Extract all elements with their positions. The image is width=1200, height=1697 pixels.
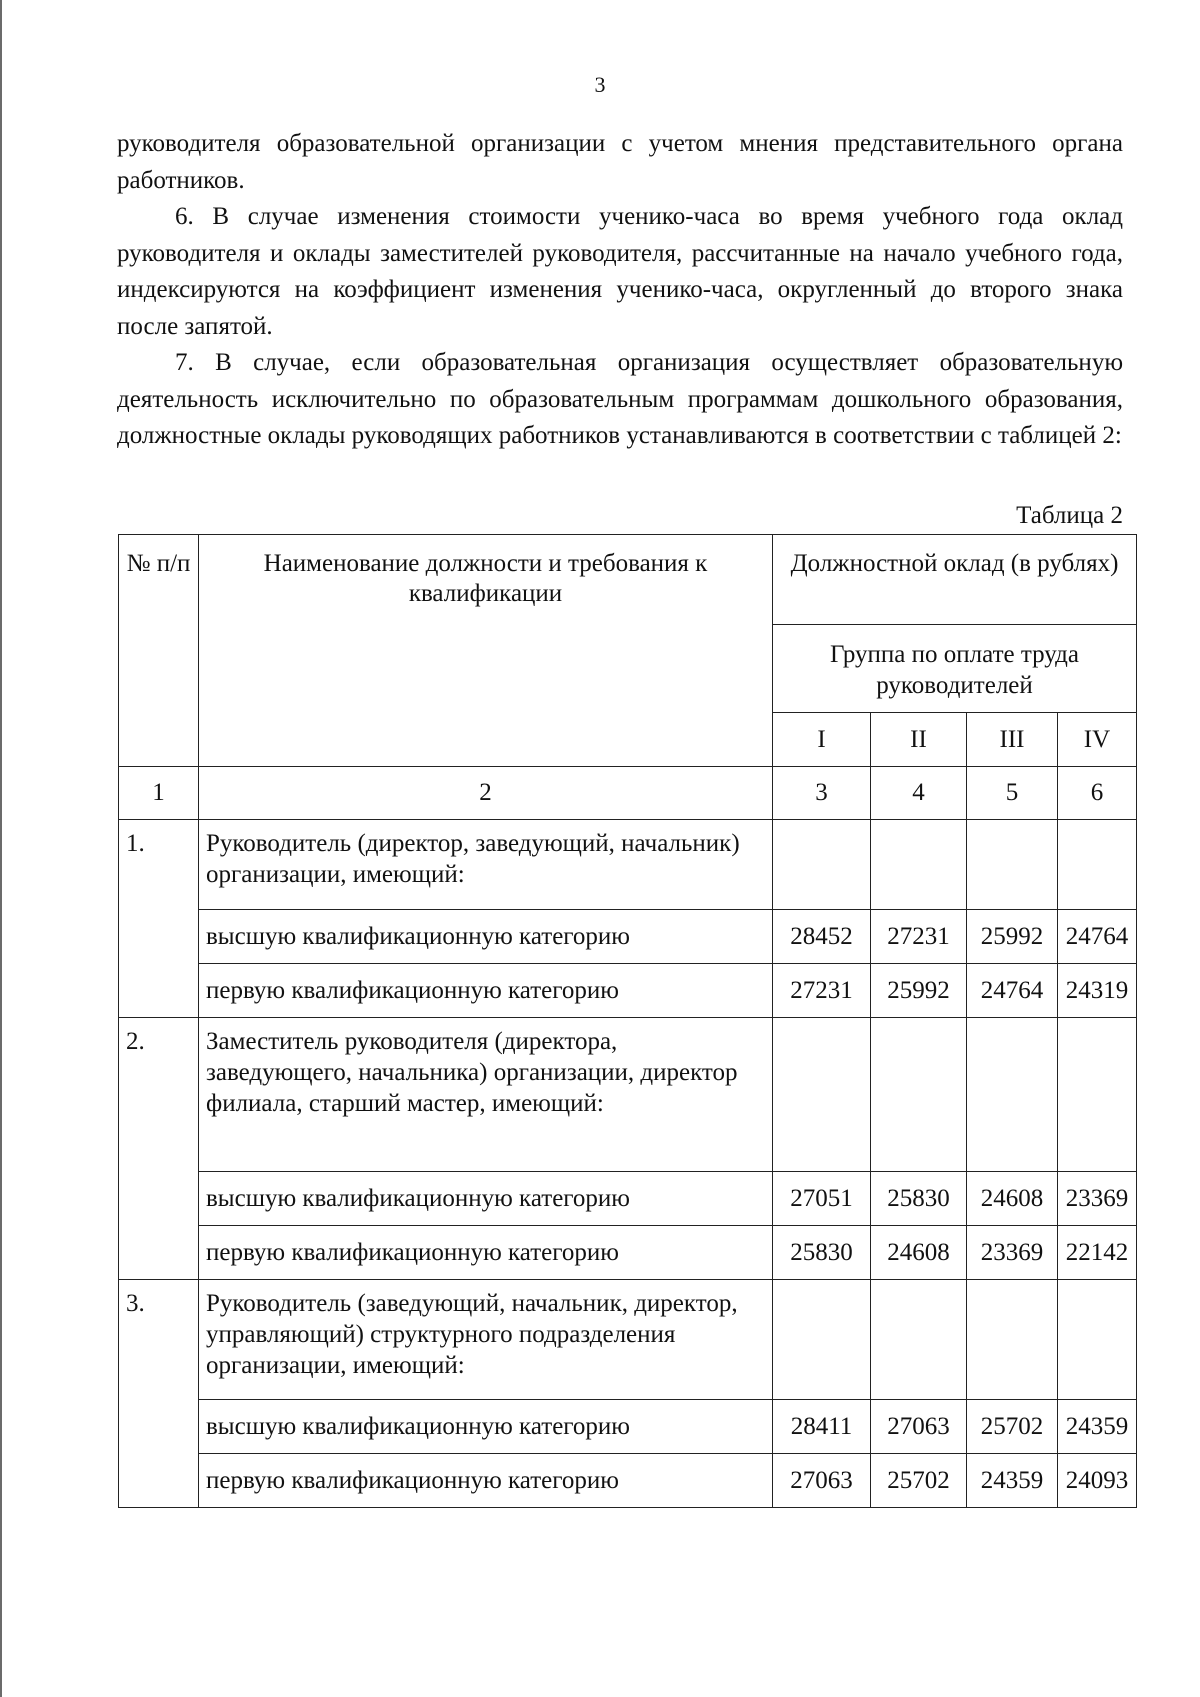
- salary-value: 24093: [1058, 1454, 1137, 1508]
- salary-value: 27051: [773, 1172, 871, 1226]
- paragraph-6: 6. В случае изменения стоимости ученико-часа во время учебного года оклад руководителя и оклады заместителей руководителя, рассчитанные на начало учебного года, индексируются на коэффициент изменения ученико-часа, округленный до второго знака после запятой.: [117, 203, 1123, 340]
- salary-value: 25702: [871, 1454, 967, 1508]
- salary-value: 25702: [967, 1400, 1058, 1454]
- salary-value: 22142: [1058, 1226, 1137, 1280]
- salary-value: 24319: [1058, 964, 1137, 1018]
- table-row: [119, 910, 1137, 964]
- salary-value: 28452: [773, 910, 871, 964]
- salary-value: 25830: [773, 1226, 871, 1280]
- scan-page-edge: [0, 0, 2, 1697]
- table-caption: Таблица 2: [1016, 502, 1123, 529]
- header-pay-group: Группа по оплате труда руководителей: [773, 625, 1137, 713]
- salary-value: 24608: [967, 1172, 1058, 1226]
- column-number: 5: [967, 767, 1058, 820]
- table-row: [119, 1280, 1137, 1400]
- header-group-iii: III: [967, 713, 1058, 767]
- header-group-i: I: [773, 713, 871, 767]
- category-label: высшую квалификационную категорию: [199, 1172, 773, 1226]
- category-label: высшую квалификационную категорию: [199, 910, 773, 964]
- table-row: [119, 1454, 1137, 1508]
- paragraph-continued: руководителя образовательной организации с учетом мнения представительного органа работников.: [117, 130, 1123, 194]
- column-number: 2: [199, 767, 773, 820]
- section-title: Заместитель руководителя (директора, заведующего, начальника) организации, директор филиала, старший мастер, имеющий:: [199, 1018, 773, 1172]
- column-number: 3: [773, 767, 871, 820]
- salary-value: 23369: [967, 1226, 1058, 1280]
- salary-value: 24359: [1058, 1400, 1137, 1454]
- salary-value: 27231: [871, 910, 967, 964]
- header-group-iv: IV: [1058, 713, 1137, 767]
- category-label: высшую квалификационную категорию: [199, 1400, 773, 1454]
- column-number: 4: [871, 767, 967, 820]
- salary-value: 24764: [1058, 910, 1137, 964]
- category-label: первую квалификационную категорию: [199, 1454, 773, 1508]
- section-number: 3.: [119, 1280, 199, 1508]
- section-title: Руководитель (директор, заведующий, начальник) организации, имеющий:: [199, 820, 773, 910]
- salary-value: 27063: [773, 1454, 871, 1508]
- table-row: [119, 1226, 1137, 1280]
- table-row: [119, 964, 1137, 1018]
- salary-value: 25992: [871, 964, 967, 1018]
- section-number: 2.: [119, 1018, 199, 1280]
- table-row: [119, 1172, 1137, 1226]
- category-label: первую квалификационную категорию: [199, 964, 773, 1018]
- body-text: [117, 126, 1123, 455]
- salary-value: 24608: [871, 1226, 967, 1280]
- salary-value: 25830: [871, 1172, 967, 1226]
- table-row: [119, 1400, 1137, 1454]
- section-title: Руководитель (заведующий, начальник, директор, управляющий) структурного подразделения организации, имеющий:: [199, 1280, 773, 1400]
- table-row: [119, 820, 1137, 910]
- column-number: 6: [1058, 767, 1137, 820]
- salary-table: [118, 534, 1137, 1508]
- salary-value: 23369: [1058, 1172, 1137, 1226]
- salary-value: 24359: [967, 1454, 1058, 1508]
- column-number: 1: [119, 767, 199, 820]
- section-number: 1.: [119, 820, 199, 1018]
- salary-value: 27063: [871, 1400, 967, 1454]
- header-salary: Должностной оклад (в рублях): [773, 535, 1137, 625]
- header-position: Наименование должности и требования к квалификации: [199, 535, 773, 767]
- table-row: [119, 1018, 1137, 1172]
- salary-value: 25992: [967, 910, 1058, 964]
- category-label: первую квалификационную категорию: [199, 1226, 773, 1280]
- salary-value: 27231: [773, 964, 871, 1018]
- header-group-ii: II: [871, 713, 967, 767]
- header-number: № п/п: [119, 535, 199, 767]
- page-number: 3: [594, 72, 606, 97]
- salary-value: 24764: [967, 964, 1058, 1018]
- salary-value: 28411: [773, 1400, 871, 1454]
- paragraph-7: 7. В случае, если образовательная организация осуществляет образовательную деятельность исключительно по образовательным программам дошкольного образования, должностные оклады руководящих работников устанавливаются в соответствии с таблицей 2:: [117, 349, 1123, 449]
